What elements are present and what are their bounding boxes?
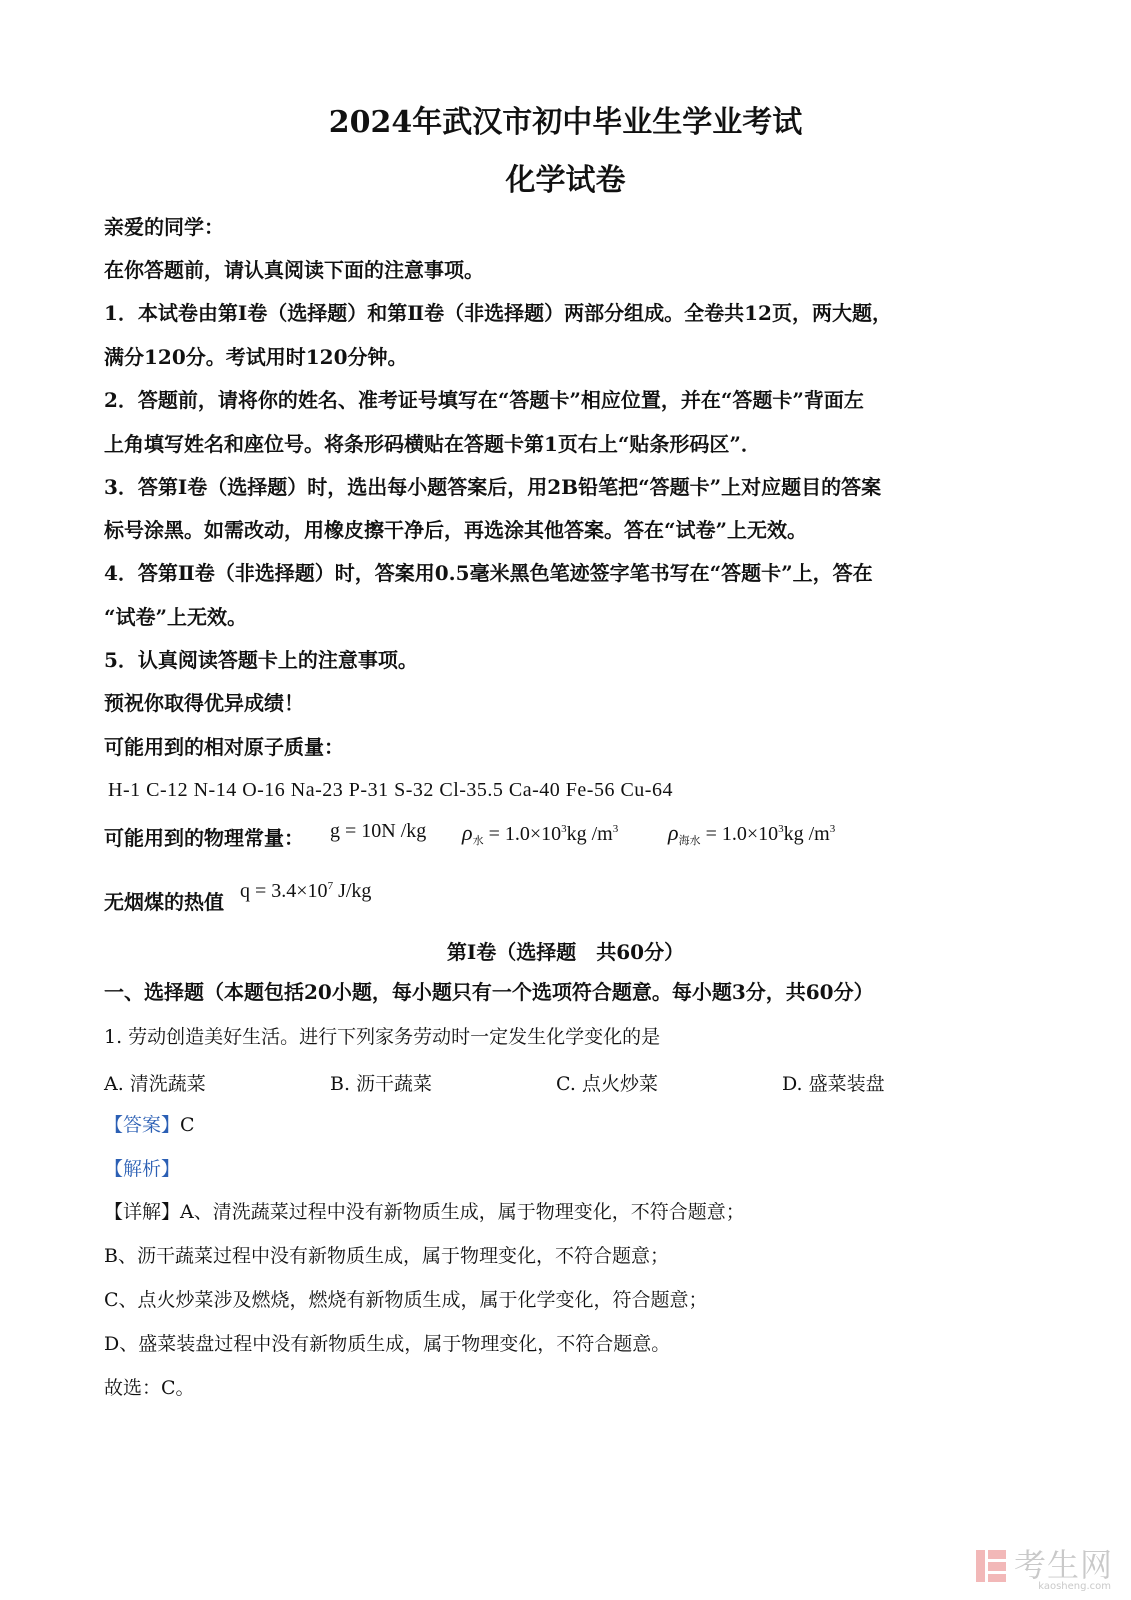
detail-row [104,1200,745,1224]
notice-line: 标号涂黑。如需改动，用橡皮擦干净后，再选涂其他答案。答在“试卷”上无效。 [104,518,808,542]
part-title: 第Ⅰ卷（选择题 共60分） [446,940,685,964]
rho-unit-exponent: 3 [829,823,836,835]
detail-line: A、清洗蔬菜过程中没有新物质生成，属于物理变化，不符合题意； [180,1201,745,1223]
detail-line: B、沥干蔬菜过程中没有新物质生成，属于物理变化，不符合题意； [104,1245,669,1267]
answer-row [104,1113,195,1137]
analysis-row [104,1157,180,1181]
exam-subtitle: 化学试卷 [505,163,626,198]
detail-line: C、点火炒菜涉及燃烧，燃烧有新物质生成，属于化学变化，符合题意； [104,1289,708,1311]
answer-value: C [180,1114,195,1136]
rho-subscript: 水 [472,835,484,847]
rho-exponent: 3 [561,823,567,835]
rho-unit: kg /m [783,823,830,845]
watermark [974,1540,1113,1592]
question-stem: 1. 劳动创造美好生活。进行下列家务劳动时一定发生化学变化的是 [104,1026,661,1048]
notice-line: 3．答第Ⅰ卷（选择题）时，选出每小题答案后，用2B铅笔把“答题卡”上对应题目的答案 [104,475,882,499]
heat-number: q = 3.4×10 [240,880,328,902]
watermark-url: kaosheng.com [1038,1581,1111,1592]
notice-line: “试卷”上无效。 [104,605,248,629]
greeting: 亲爱的同学： [104,215,224,239]
heat-exponent: 7 [327,880,334,892]
rho-subscript: 海水 [678,835,701,847]
notice-lead: 在你答题前，请认真阅读下面的注意事项。 [104,258,484,282]
rho-value: = 1.0×10 [483,823,562,845]
notice-line: 上角填写姓名和座位号。将条形码横贴在答题卡第1页右上“贴条形码区”． [104,432,761,456]
option-d: D. 盛菜装盘 [782,1073,885,1095]
watermark-text: 考生网 [1013,1546,1113,1584]
rho-unit-exponent: 3 [612,823,619,835]
option-c: C. 点火炒菜 [556,1073,658,1095]
gravity-constant: g = 10N /kg [330,820,427,842]
rho-unit: kg /m [566,823,613,845]
conclusion-line: 故选：C。 [104,1377,195,1399]
physics-constants [104,826,304,850]
notice-line: 1．本试卷由第Ⅰ卷（选择题）和第Ⅱ卷（非选择题）两部分组成。全卷共12页，两大题， [104,301,892,325]
detail-tag: 【详解】 [104,1201,181,1223]
analysis-tag: 【解析】 [104,1158,181,1180]
wish-text: 预祝你取得优异成绩！ [104,691,304,715]
detail-line: D、盛菜装盘过程中没有新物质生成，属于物理变化，不符合题意。 [104,1333,671,1355]
section-heading: 一、选择题（本题包括20小题，每小题只有一个选项符合题意。每小题3分，共60分） [104,980,874,1004]
physics-label: 可能用到的物理常量： [104,826,304,850]
notice-line: 5．认真阅读答题卡上的注意事项。 [104,648,418,672]
exam-title: 2024年武汉市初中毕业生学业考试 [328,105,803,140]
notice-line: 满分120分。考试用时120分钟。 [104,345,408,369]
atomic-mass-values: H-1 C-12 N-14 O-16 Na-23 P-31 S-32 Cl-35.5 Ca-40 Fe-56 Cu-64 [108,779,673,801]
rho-symbol: ρ [668,820,679,845]
heat-value [240,880,371,903]
option-a: A. 清洗蔬菜 [104,1073,206,1095]
rho-value: = 1.0×10 [700,823,779,845]
heat-label: 无烟煤的热值 [104,890,224,914]
atomic-mass-label: 可能用到的相对原子质量： [104,735,344,759]
heat-unit: J/kg [333,880,372,902]
option-b: B. 沥干蔬菜 [330,1073,433,1095]
notice-line: 4．答第Ⅱ卷（非选择题）时，答案用0.5毫米黑色笔迹签字笔书写在“答题卡”上，答在 [104,561,873,585]
answer-tag: 【答案】 [104,1114,181,1136]
kaosheng-logo-icon [974,1546,1008,1586]
heat-value-row [104,890,224,914]
seawater-density [668,820,835,848]
rho-symbol: ρ [462,820,473,845]
rho-exponent: 3 [778,823,784,835]
notice-line: 2．答题前，请将你的姓名、准考证号填写在“答题卡”相应位置，并在“答题卡”背面左 [104,388,864,412]
water-density [462,820,618,848]
